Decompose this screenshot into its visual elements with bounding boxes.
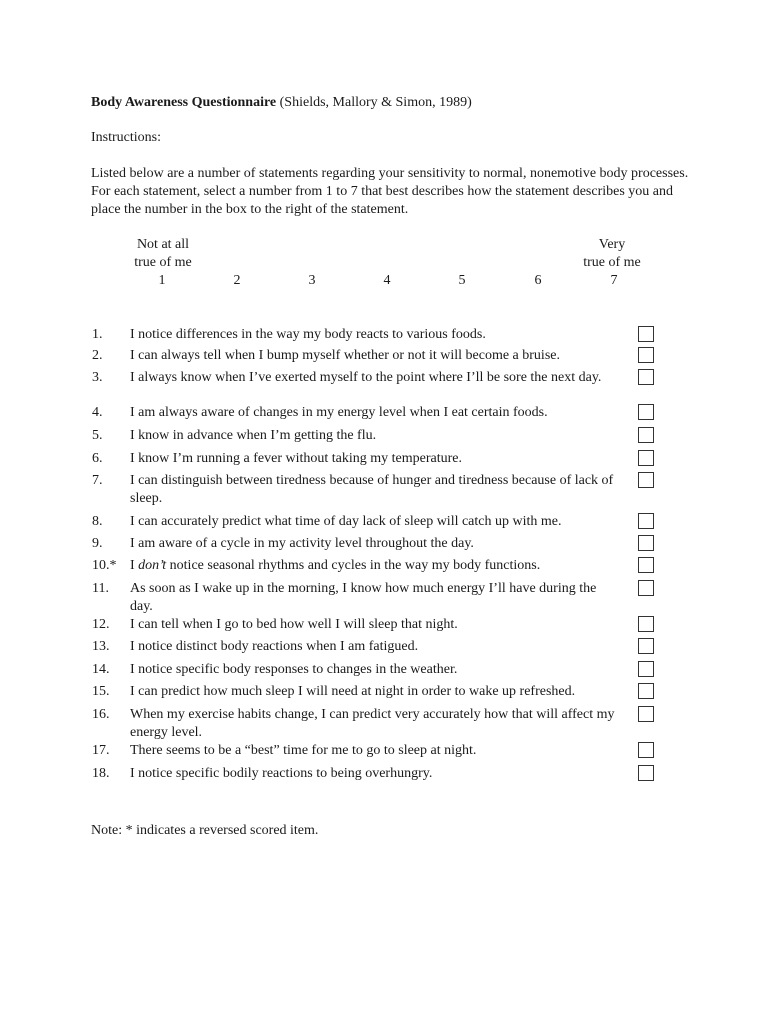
answer-box-14[interactable] xyxy=(638,661,654,677)
item-text: I notice specific body responses to changes in the weather. xyxy=(130,662,458,677)
item-number: 16. xyxy=(92,707,110,722)
item-number: 10.* xyxy=(92,558,117,573)
item-text-prefix: I xyxy=(130,558,139,573)
item-text: I can accurately predict what time of day lack of sleep will catch up with me. xyxy=(130,514,562,529)
item-text: I always know when I’ve exerted myself to the point where I’ll be sore the next day. xyxy=(130,370,602,385)
item-text: I know I’m running a fever without taking my temperature. xyxy=(130,451,463,466)
item-text: I notice specific bodily reactions to being overhungry. xyxy=(130,766,433,781)
scale-number-7: 7 xyxy=(610,273,618,288)
item-number: 9. xyxy=(92,536,103,551)
item-number: 2. xyxy=(92,348,103,363)
answer-box-8[interactable] xyxy=(638,513,654,529)
item-number: 14. xyxy=(92,662,110,677)
item-text-emphasis: don’t xyxy=(138,558,167,573)
scale-low-anchor-line2: true of me xyxy=(134,255,192,270)
answer-box-16[interactable] xyxy=(638,706,654,722)
scale-low-anchor xyxy=(131,236,195,272)
item-number: 1. xyxy=(92,327,103,342)
answer-box-7[interactable] xyxy=(638,472,654,488)
scale-number-4: 4 xyxy=(383,273,391,288)
scale-high-anchor-line2: true of me xyxy=(583,255,641,270)
item-text: I can distinguish between tiredness because of hunger and tiredness because of lack of sleep. xyxy=(130,473,614,506)
scale-high-anchor xyxy=(579,236,645,272)
answer-box-4[interactable] xyxy=(638,404,654,420)
answer-box-13[interactable] xyxy=(638,638,654,654)
answer-box-3[interactable] xyxy=(638,369,654,385)
item-text: I am aware of a cycle in my activity level throughout the day. xyxy=(130,536,474,551)
answer-box-15[interactable] xyxy=(638,683,654,699)
answer-box-17[interactable] xyxy=(638,742,654,758)
answer-box-9[interactable] xyxy=(638,535,654,551)
item-number: 4. xyxy=(92,405,103,420)
item-number: 7. xyxy=(92,473,103,488)
item-number: 18. xyxy=(92,766,110,781)
item-text: I can tell when I go to bed how well I will sleep that night. xyxy=(130,617,458,632)
title-citation: (Shields, Mallory & Simon, 1989) xyxy=(276,95,472,110)
instructions-label: Instructions: xyxy=(91,130,161,145)
item-text xyxy=(130,557,620,575)
item-text: I notice distinct body reactions when I am fatigued. xyxy=(130,639,419,654)
item-number: 6. xyxy=(92,451,103,466)
title-bold: Body Awareness Questionnaire xyxy=(91,95,277,110)
scale-number-3: 3 xyxy=(308,273,316,288)
item-text: I know in advance when I’m getting the flu. xyxy=(130,428,377,443)
item-number: 5. xyxy=(92,428,103,443)
item-number: 11. xyxy=(92,581,109,596)
answer-box-2[interactable] xyxy=(638,347,654,363)
answer-box-18[interactable] xyxy=(638,765,654,781)
item-text-suffix: notice seasonal rhythms and cycles in the way my body functions. xyxy=(166,558,541,573)
answer-box-12[interactable] xyxy=(638,616,654,632)
item-number: 12. xyxy=(92,617,110,632)
answer-box-6[interactable] xyxy=(638,450,654,466)
rating-scale xyxy=(0,236,768,292)
item-number: 8. xyxy=(92,514,103,529)
answer-box-1[interactable] xyxy=(638,326,654,342)
item-text: I can always tell when I bump myself whether or not it will become a bruise. xyxy=(130,348,560,363)
item-number: 17. xyxy=(92,743,110,758)
item-number: 15. xyxy=(92,684,110,699)
answer-box-10[interactable] xyxy=(638,557,654,573)
answer-box-11[interactable] xyxy=(638,580,654,596)
scale-number-1: 1 xyxy=(158,273,166,288)
scale-number-5: 5 xyxy=(458,273,466,288)
item-text: I can predict how much sleep I will need at night in order to wake up refreshed. xyxy=(130,684,576,699)
page-title xyxy=(91,94,472,112)
item-text: I notice differences in the way my body reacts to various foods. xyxy=(130,327,486,342)
instructions-text: Listed below are a number of statements regarding your sensitivity to normal, nonemotive body processes. For each statement, select a number from 1 to 7 that best describes how the statement describes you and place the number in the box to the right of the statement. xyxy=(91,166,689,217)
scale-high-anchor-line1: Very xyxy=(598,237,626,252)
scale-low-anchor-line1: Not at all xyxy=(136,237,190,252)
item-text: I am always aware of changes in my energy level when I eat certain foods. xyxy=(130,405,548,420)
question-list xyxy=(0,326,768,796)
scale-number-2: 2 xyxy=(233,273,241,288)
footnote: Note: * indicates a reversed scored item. xyxy=(91,823,319,838)
answer-box-5[interactable] xyxy=(638,427,654,443)
item-text: When my exercise habits change, I can predict very accurately how that will affect my energy level. xyxy=(130,707,615,740)
item-number: 3. xyxy=(92,370,103,385)
item-number: 13. xyxy=(92,639,110,654)
scale-number-6: 6 xyxy=(534,273,542,288)
item-text: As soon as I wake up in the morning, I know how much energy I’ll have during the day. xyxy=(130,581,597,614)
item-text: There seems to be a “best” time for me to go to sleep at night. xyxy=(130,743,477,758)
